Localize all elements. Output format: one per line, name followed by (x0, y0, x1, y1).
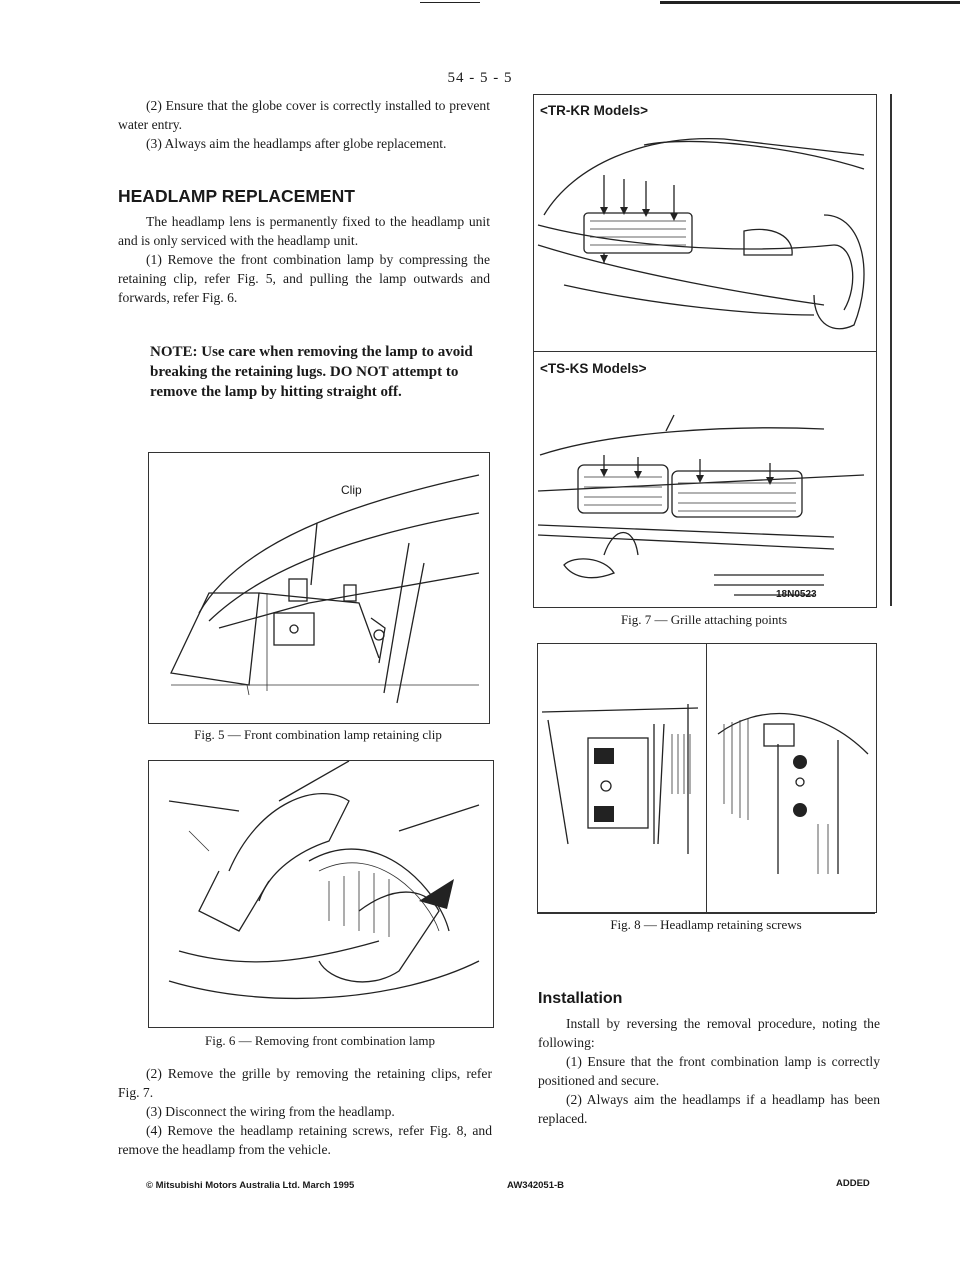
intro-paragraph-2: (2) Ensure that the globe cover is correctly installed to prevent water entry. (118, 98, 490, 132)
installation-paragraph-2: (1) Ensure that the front combination lamp is correctly positioned and secure. (538, 1054, 880, 1088)
section-heading-headlamp: HEADLAMP REPLACEMENT (118, 186, 355, 206)
top-scan-line (420, 0, 960, 6)
figure-5-frame (148, 452, 490, 724)
figure-5-illustration (149, 453, 489, 723)
steps-paragraph-2: (2) Remove the grille by removing the retaining clips, refer Fig. 7. (118, 1066, 492, 1100)
figure-6-caption: Fig. 6 — Removing front combination lamp (204, 1033, 435, 1048)
headlamp-body (118, 212, 490, 307)
page-number: 54 - 5 - 5 (447, 70, 513, 86)
figure-6-frame (148, 760, 494, 1028)
intro-paragraph-3: (3) Always aim the headlamps after globe replacement. (146, 136, 447, 151)
installation-body (538, 1014, 880, 1128)
intro-text (118, 96, 490, 153)
figure-7-code: 18N0523 (776, 589, 817, 600)
figure-7-label-ts-ks: <TS-KS Models> (540, 361, 647, 376)
steps-text (118, 1064, 492, 1159)
figure-5-caption: Fig. 5 — Front combination lamp retaining clip (194, 727, 442, 742)
figure-7-caption: Fig. 7 — Grille attaching points (620, 612, 788, 627)
installation-paragraph-3: (2) Always aim the headlamps if a headlamp has been replaced. (538, 1092, 880, 1126)
installation-paragraph-1: Install by reversing the removal procedure, noting the following: (538, 1016, 880, 1050)
figure-8-bottom-rule (537, 913, 875, 914)
steps-paragraph-4: (4) Remove the headlamp retaining screws, refer Fig. 8, and remove the headlamp from the vehicle. (118, 1123, 492, 1157)
section-heading-installation: Installation (538, 990, 623, 1007)
caution-note: NOTE: Use care when removing the lamp to avoid breaking the retaining lugs. DO NOT attempt to remove the lamp by hitting straight off. (150, 344, 473, 400)
figure-7-label-tr-kr: <TR-KR Models> (540, 103, 649, 118)
figure-7-illustration (534, 95, 876, 607)
figure-6-illustration (149, 761, 493, 1027)
figure-8-caption: Fig. 8 — Headlamp retaining screws (610, 917, 802, 932)
steps-paragraph-3: (3) Disconnect the wiring from the headlamp. (146, 1104, 395, 1119)
figure-7-side-line (890, 94, 892, 606)
footer-copyright: © Mitsubishi Motors Australia Ltd. March 1995 (146, 1180, 355, 1191)
figure-7-frame (533, 94, 877, 608)
figure-5-clip-callout: Clip (341, 483, 362, 497)
headlamp-paragraph-2: (1) Remove the front combination lamp by compressing the retaining clip, refer Fig. 5, and pulling the lamp outwards and forwards, refer Fig. 6. (118, 252, 490, 305)
figure-8-illustration (538, 644, 876, 912)
figure-8-frame (537, 643, 877, 913)
footer-status: ADDED (836, 1178, 870, 1189)
footer-doc-code: AW342051-B (507, 1180, 565, 1191)
headlamp-paragraph-1: The headlamp lens is permanently fixed to the headlamp unit and is only serviced with the headlamp unit. (118, 214, 490, 248)
